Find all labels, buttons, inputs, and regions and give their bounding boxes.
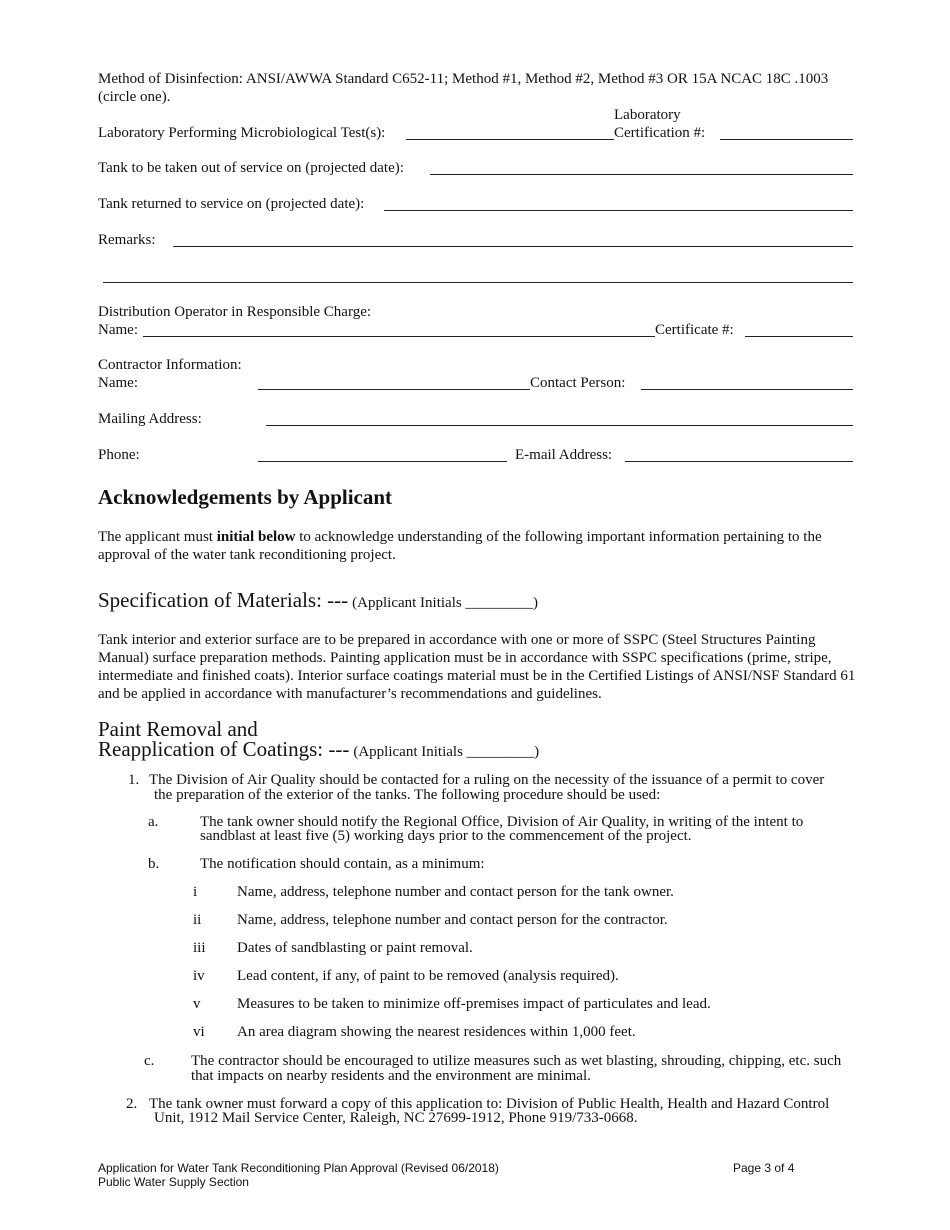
item-c-line-1: The contractor should be encouraged to utilize measures such as wet blasting, shrouding, chipping, etc. such — [191, 1053, 842, 1069]
spec-body: Tank interior and exterior surface are to be prepared in accordance with one or more of SSPC (Steel Structures Painting Manual) surface preparation methods. Painting application must be in accordance with SSPC specifications (prime, stripe, intermediate and finished coats). Interior surface coatings material must be in the Certified Listings of ANSI/NSF Standard 61 and be applied in accordance with manufacturer’s recommendations and guidelines. — [98, 632, 856, 702]
contact-person-field[interactable] — [641, 389, 853, 390]
remarks-label: Remarks: — [98, 232, 156, 248]
remarks-field-2[interactable] — [103, 282, 853, 283]
item-c-num: c. — [144, 1053, 155, 1069]
footer-page-number: Page 3 of 4 — [733, 1161, 795, 1175]
sub-iii-text: Dates of sandblasting or paint removal. — [237, 940, 473, 956]
spec-heading — [98, 589, 538, 612]
spec-title: Specification of Materials: --- — [98, 588, 349, 612]
footer-title: Application for Water Tank Reconditioning Plan Approval (Revised 06/2018) — [98, 1161, 499, 1175]
sub-v-text: Measures to be taken to minimize off-premises impact of particulates and lead. — [237, 996, 711, 1012]
ack-intro-bold: initial below — [216, 529, 296, 545]
operator-cert-field[interactable] — [745, 336, 853, 337]
operator-cert-label: Certificate #: — [655, 322, 734, 338]
lab-cert-label-2: Certification #: — [614, 125, 706, 141]
sub-vi-text: An area diagram showing the nearest residences within 1,000 feet. — [237, 1024, 636, 1040]
sub-i-text: Name, address, telephone number and contact person for the tank owner. — [237, 884, 674, 900]
paint-initials[interactable]: (Applicant Initials _________) — [353, 744, 540, 760]
item-b-num: b. — [148, 856, 160, 872]
lab-cert-label-1: Laboratory — [614, 107, 681, 123]
paint-title-1: Paint Removal and — [98, 717, 258, 741]
sub-iv-num: iv — [193, 968, 205, 984]
sub-ii-text: Name, address, telephone number and contact person for the contractor. — [237, 912, 668, 928]
contractor-heading: Contractor Information: — [98, 357, 242, 373]
item-a-line-1: The tank owner should notify the Regional Office, Division of Air Quality, in writing of the intent to — [200, 814, 804, 830]
email-field[interactable] — [625, 461, 853, 462]
method-line-2: (circle one). — [98, 89, 171, 105]
footer-section: Public Water Supply Section — [98, 1175, 249, 1189]
lab-field[interactable] — [406, 139, 614, 140]
item2-line-2: Unit, 1912 Mail Service Center, Raleigh, NC 27699-1912, Phone 919/733-0668. — [154, 1110, 638, 1126]
item-a-line-2: sandblast at least five (5) working days prior to the commencement of the project. — [200, 828, 692, 844]
lab-cert-field[interactable] — [720, 139, 853, 140]
operator-name-field[interactable] — [143, 336, 655, 337]
lab-label: Laboratory Performing Microbiological Test(s): — [98, 125, 386, 141]
mailing-address-field[interactable] — [266, 425, 853, 426]
sub-iv-text: Lead content, if any, of paint to be removed (analysis required). — [237, 968, 619, 984]
operator-name-label: Name: — [98, 322, 138, 338]
tank-return-label: Tank returned to service on (projected date): — [98, 196, 365, 212]
phone-label: Phone: — [98, 447, 140, 463]
item1-num: 1. — [128, 772, 140, 788]
method-line-1: Method of Disinfection: ANSI/AWWA Standard C652-11; Method #1, Method #2, Method #3 OR 15A NCAC 18C .1003 — [98, 71, 829, 87]
sub-i-num: i — [193, 884, 198, 900]
contact-person-label: Contact Person: — [530, 375, 626, 391]
paint-heading — [98, 738, 539, 761]
sub-iii-num: iii — [193, 940, 206, 956]
item1-line-1: The Division of Air Quality should be contacted for a ruling on the necessity of the issuance of a permit to cover — [149, 772, 825, 788]
ack-title: Acknowledgements by Applicant — [98, 485, 393, 509]
tank-return-field[interactable] — [384, 210, 853, 211]
tank-out-label: Tank to be taken out of service on (projected date): — [98, 160, 404, 176]
item-b-text: The notification should contain, as a minimum: — [200, 856, 485, 872]
phone-field[interactable] — [258, 461, 507, 462]
paint-title-2: Reapplication of Coatings: --- — [98, 737, 350, 761]
item1-line-2: the preparation of the exterior of the tanks. The following procedure should be used: — [154, 787, 661, 803]
ack-intro: The applicant must initial below to acknowledge understanding of the following important information pertaining to the approval of the water tank reconditioning project. — [98, 529, 822, 563]
mailing-address-label: Mailing Address: — [98, 411, 202, 427]
spec-initials[interactable]: (Applicant Initials _________) — [352, 595, 538, 611]
tank-out-field[interactable] — [430, 174, 853, 175]
item-a-num: a. — [148, 814, 159, 830]
item2-line-1: The tank owner must forward a copy of this application to: Division of Public Health, Health and Hazard Control — [149, 1096, 830, 1112]
operator-heading: Distribution Operator in Responsible Charge: — [98, 304, 372, 320]
contractor-name-field[interactable] — [258, 389, 530, 390]
sub-ii-num: ii — [193, 912, 202, 928]
sub-vi-num: vi — [193, 1024, 205, 1040]
email-label: E-mail Address: — [515, 447, 613, 463]
contractor-name-label: Name: — [98, 375, 138, 391]
item-c-line-2: that impacts on nearby residents and the environment are minimal. — [191, 1068, 591, 1084]
sub-v-num: v — [193, 996, 201, 1012]
item2-num: 2. — [126, 1096, 138, 1112]
remarks-field-1[interactable] — [173, 246, 853, 247]
